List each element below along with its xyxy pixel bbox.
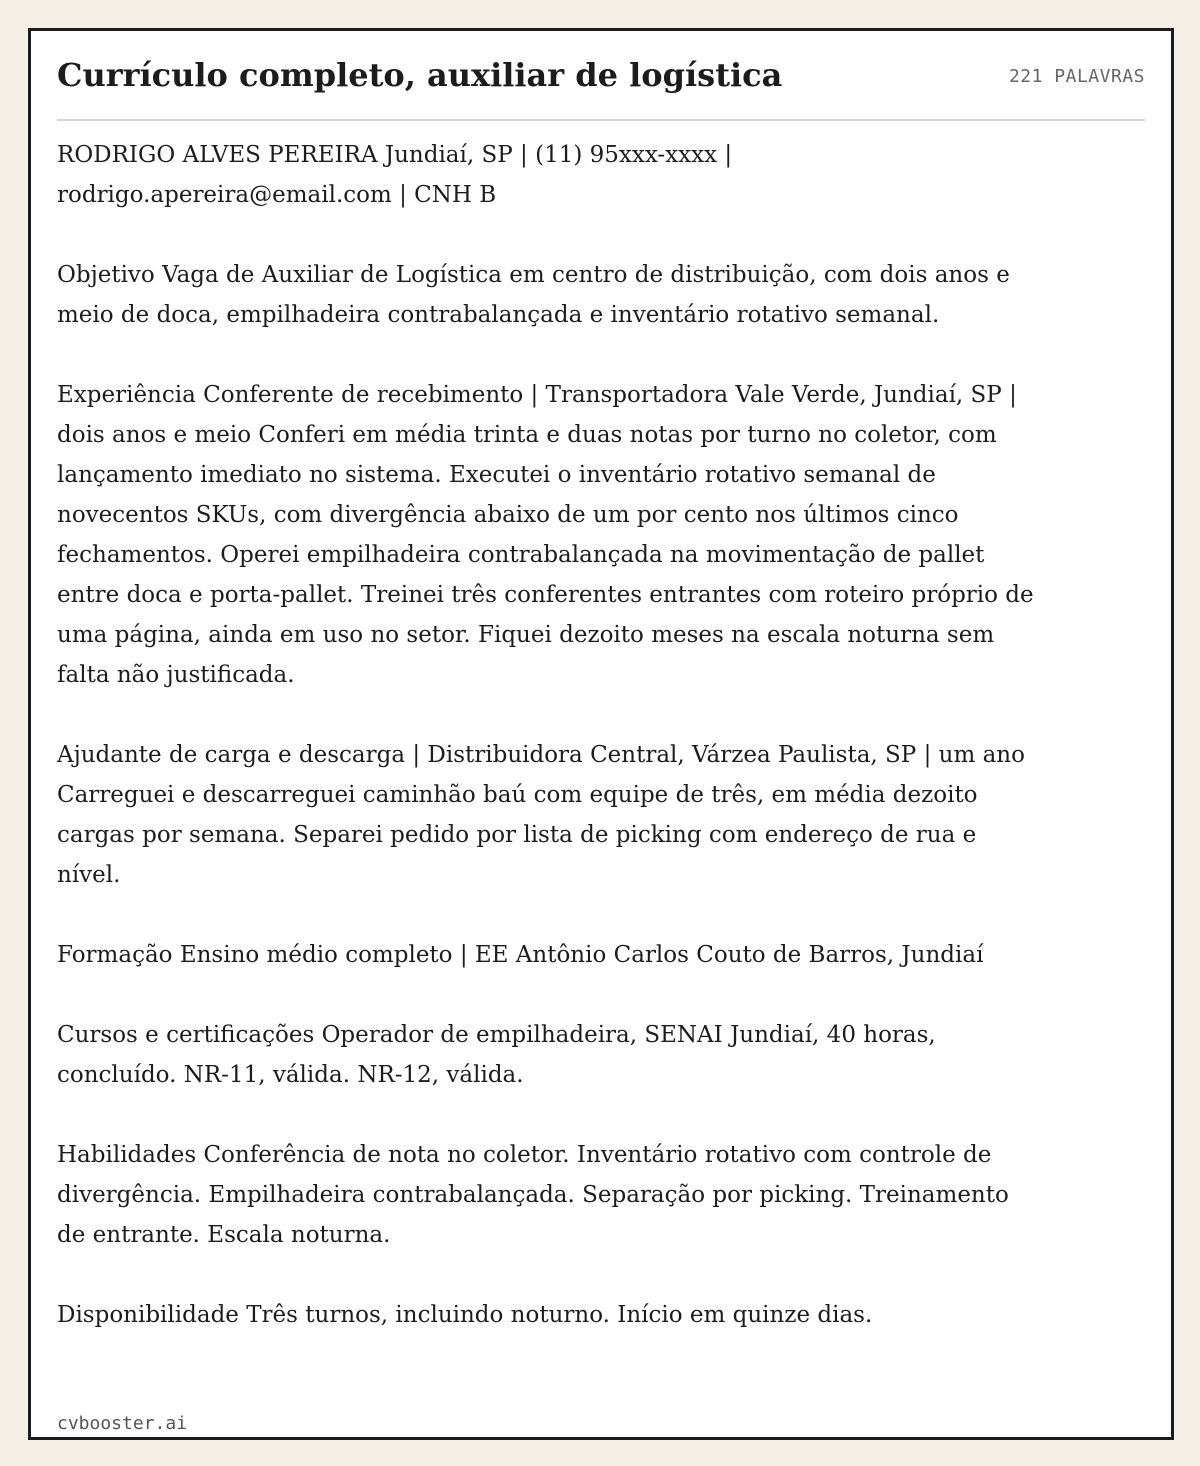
experience-second-paragraph: Ajudante de carga e descarga | Distribuidora Central, Várzea Paulista, SP | um ano Carreguei e descarreguei caminhão baú com equipe de três, em média dezoito cargas por semana. Separei pedido por lista de picking com endereço de rua e nível.	[57, 742, 1025, 888]
resume-card	[28, 28, 1174, 1440]
objective-paragraph: Objetivo Vaga de Auxiliar de Logística em centro de distribuição, com dois anos e meio de doca, empilhadeira contrabalançada e inventário rotativo semanal.	[57, 262, 1010, 328]
availability-paragraph: Disponibilidade Três turnos, incluindo noturno. Início em quinze dias.	[57, 1302, 873, 1328]
resume-title: Currículo completo, auxiliar de logística	[57, 56, 783, 94]
education-paragraph: Formação Ensino médio completo | EE Antônio Carlos Couto de Barros, Jundiaí	[57, 942, 984, 968]
experience-paragraph: Experiência Conferente de recebimento | Transportadora Vale Verde, Jundiaí, SP | dois anos e meio Conferi em média trinta e duas notas por turno no coletor, com lançamento imediato no sistema. Executei o inventário rotativo semanal de novecentos SKUs, com divergência abaixo de um por cento nos últimos cinco fechamentos. Operei empilhadeira contrabalançada na movimentação de pallet entre doca e porta-pallet. Treinei três conferentes entrantes com roteiro próprio de uma página, ainda em uso no setor. Fiquei dezoito meses na escala noturna sem falta não justificada.	[57, 382, 1034, 688]
resume-header	[57, 55, 1145, 121]
skills-paragraph: Habilidades Conferência de nota no coletor. Inventário rotativo com controle de divergência. Empilhadeira contrabalançada. Separação por picking. Treinamento de entrante. Escala noturna.	[57, 1142, 1009, 1248]
resume-body	[57, 135, 1037, 1335]
word-count-label: 221 PALAVRAS	[1008, 66, 1145, 87]
courses-paragraph: Cursos e certificações Operador de empilhadeira, SENAI Jundiaí, 40 horas, concluído. NR-11, válida. NR-12, válida.	[57, 1022, 936, 1088]
brand-footer: cvbooster.ai	[57, 1413, 188, 1434]
contact-paragraph: RODRIGO ALVES PEREIRA Jundiaí, SP | (11) 95xxx-xxxx | rodrigo.apereira@email.com | CNH B	[57, 142, 733, 208]
